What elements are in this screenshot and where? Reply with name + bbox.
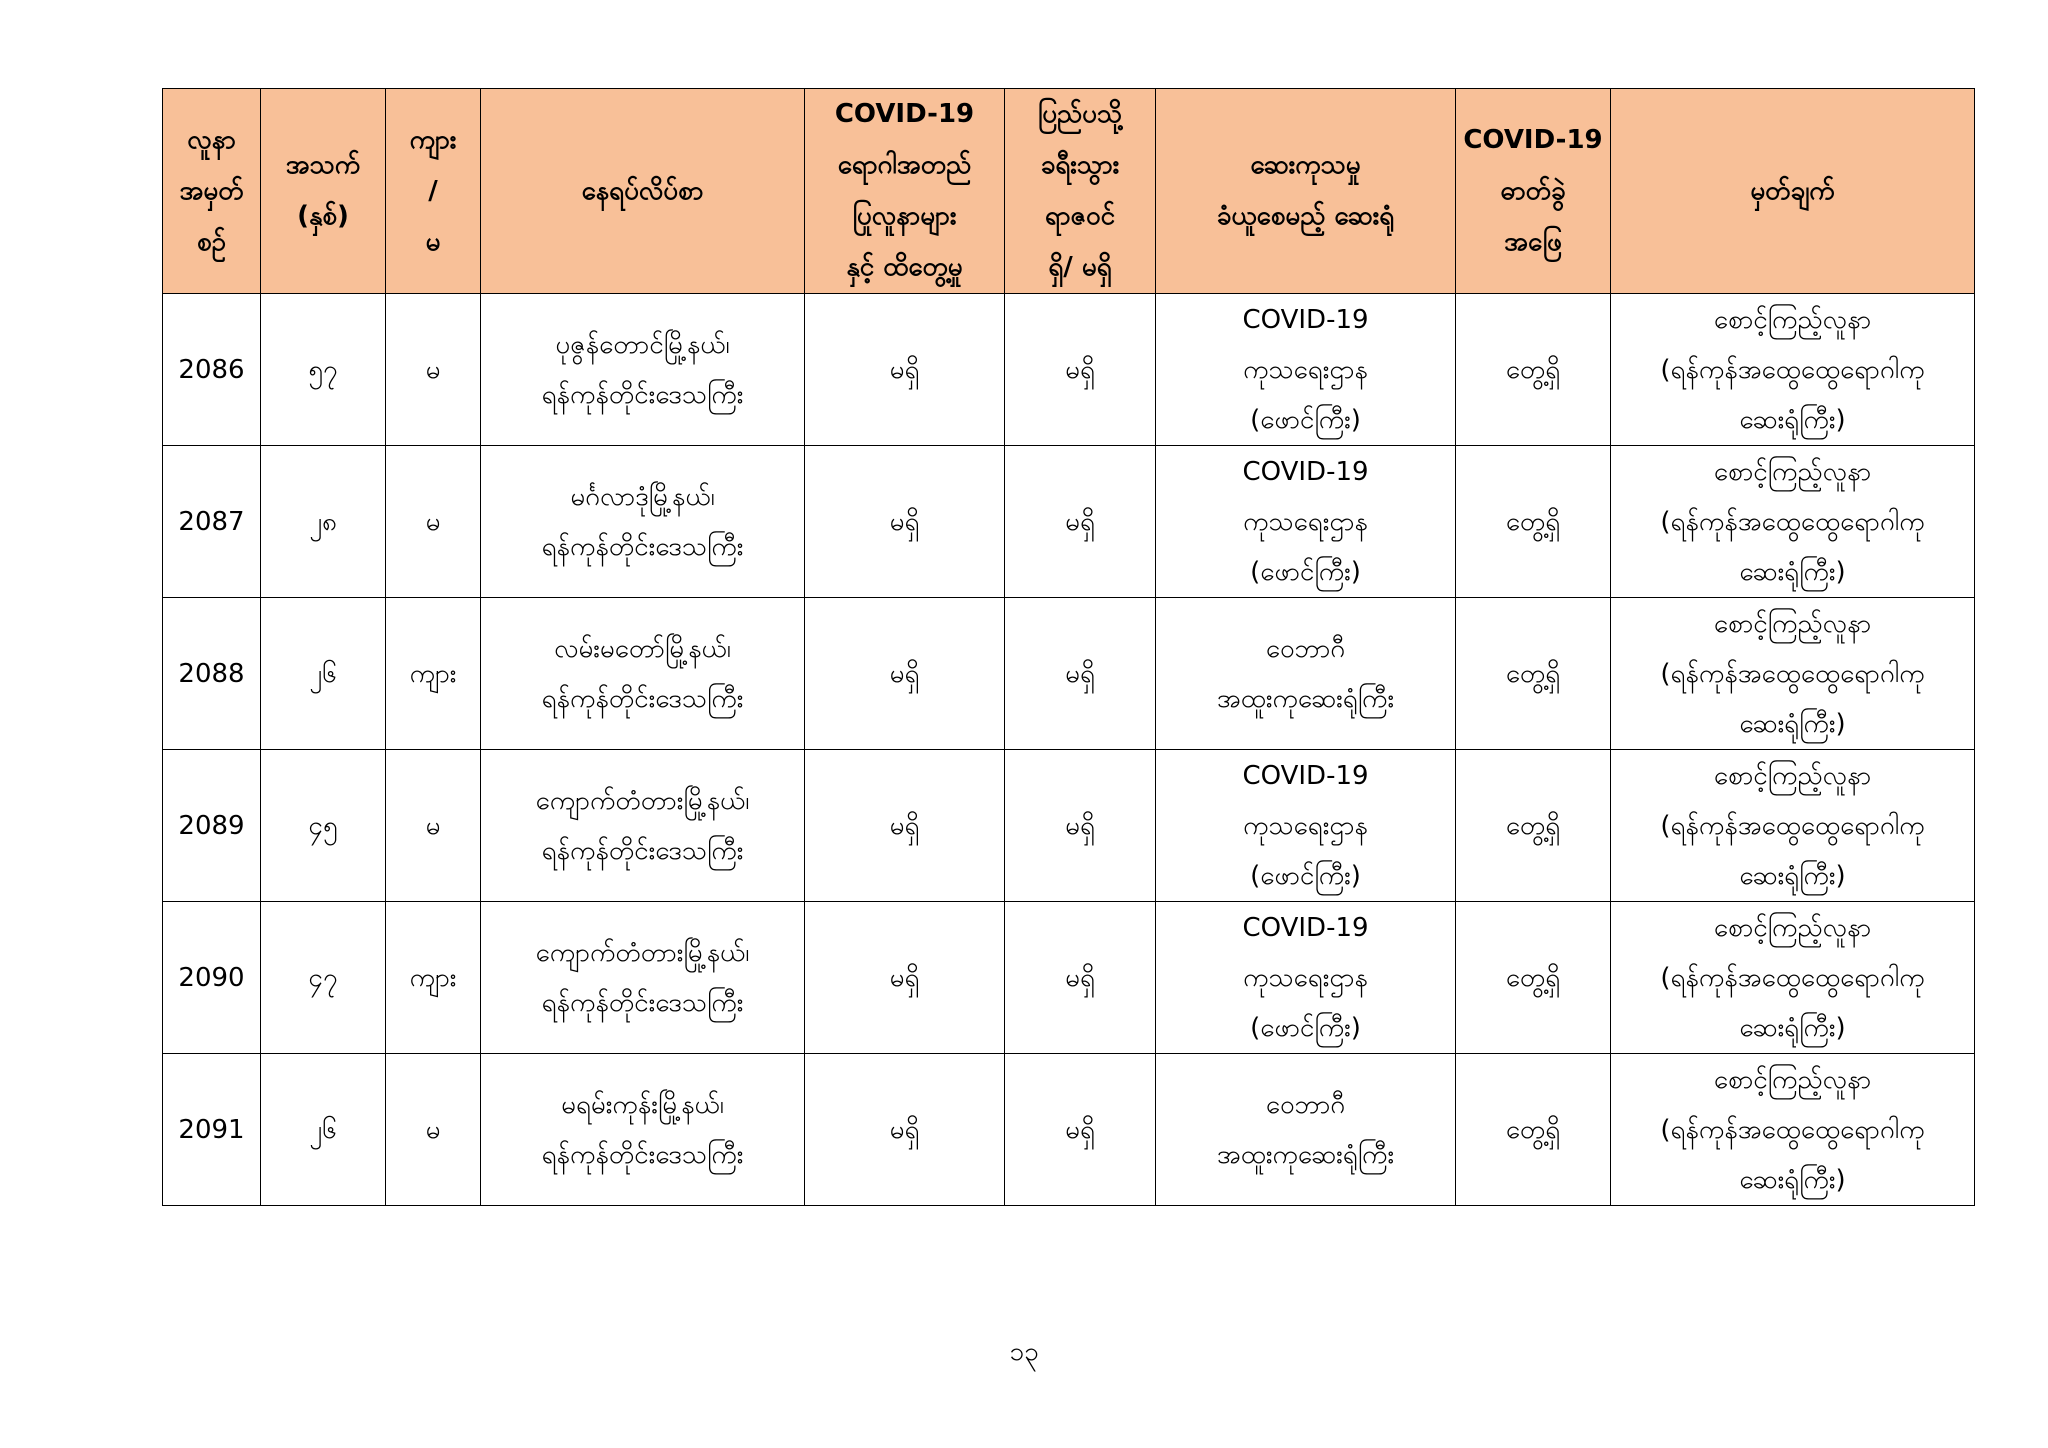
cell-travel: မရှိ	[1005, 902, 1156, 1054]
cell-sex: ကျား	[386, 598, 481, 750]
cell-age: ၅၇	[261, 294, 386, 446]
cell-hospital: COVID-19 ကုသရေးဌာန (ဖောင်ကြီး)	[1156, 750, 1456, 902]
header-age: အသက် (နှစ်)	[261, 89, 386, 294]
cell-lab-result: တွေ့ရှိ	[1456, 750, 1611, 902]
cell-address: ကျောက်တံတားမြို့နယ်၊ ရန်ကုန်တိုင်းဒေသကြီး	[481, 750, 805, 902]
cell-remarks: စောင့်ကြည့်လူနာ (ရန်ကုန်အထွေထွေရောဂါကု ဆေးရုံကြီး)	[1611, 1054, 1975, 1206]
cell-travel: မရှိ	[1005, 294, 1156, 446]
cell-hospital: ဝေဘာဂီ အထူးကုဆေးရုံကြီး	[1156, 598, 1456, 750]
cell-address: မရမ်းကုန်းမြို့နယ်၊ ရန်ကုန်တိုင်းဒေသကြီး	[481, 1054, 805, 1206]
cell-contact: မရှိ	[805, 1054, 1005, 1206]
cell-hospital: ဝေဘာဂီ အထူးကုဆေးရုံကြီး	[1156, 1054, 1456, 1206]
cell-travel: မရှိ	[1005, 446, 1156, 598]
cell-address: လမ်းမတော်မြို့နယ်၊ ရန်ကုန်တိုင်းဒေသကြီး	[481, 598, 805, 750]
cell-remarks: စောင့်ကြည့်လူနာ (ရန်ကုန်အထွေထွေရောဂါကု ဆေးရုံကြီး)	[1611, 750, 1975, 902]
cell-contact: မရှိ	[805, 750, 1005, 902]
cell-contact: မရှိ	[805, 294, 1005, 446]
cell-case-number: 2091	[163, 1054, 261, 1206]
cell-remarks: စောင့်ကြည့်လူနာ (ရန်ကုန်အထွေထွေရောဂါကု ဆေးရုံကြီး)	[1611, 902, 1975, 1054]
cell-age: ၂၆	[261, 1054, 386, 1206]
cell-case-number: 2090	[163, 902, 261, 1054]
header-row	[163, 89, 1975, 294]
header-treating-hospital: ဆေးကုသမှု ခံယူစေမည့် ဆေးရုံ	[1156, 89, 1456, 294]
cell-lab-result: တွေ့ရှိ	[1456, 294, 1611, 446]
table-row	[163, 902, 1975, 1054]
cell-address: ကျောက်တံတားမြို့နယ်၊ ရန်ကုန်တိုင်းဒေသကြီး	[481, 902, 805, 1054]
page-number: ၁၃	[1009, 1337, 1039, 1367]
cell-travel: မရှိ	[1005, 598, 1156, 750]
header-travel-history: ပြည်ပသို့ ခရီးသွား ရာဇဝင် ရှိ/ မရှိ	[1005, 89, 1156, 294]
cell-hospital: COVID-19 ကုသရေးဌာန (ဖောင်ကြီး)	[1156, 446, 1456, 598]
cell-case-number: 2087	[163, 446, 261, 598]
header-case-number: လူနာ အမှတ် စဉ်	[163, 89, 261, 294]
cell-remarks: စောင့်ကြည့်လူနာ (ရန်ကုန်အထွေထွေရောဂါကု ဆေးရုံကြီး)	[1611, 446, 1975, 598]
cell-case-number: 2086	[163, 294, 261, 446]
header-lab-result: COVID-19 ဓာတ်ခွဲ အဖြေ	[1456, 89, 1611, 294]
table-header	[163, 89, 1975, 294]
table-row	[163, 446, 1975, 598]
cell-sex: ကျား	[386, 902, 481, 1054]
cell-remarks: စောင့်ကြည့်လူနာ (ရန်ကုန်အထွေထွေရောဂါကု ဆေးရုံကြီး)	[1611, 294, 1975, 446]
cell-age: ၄၇	[261, 902, 386, 1054]
cell-case-number: 2088	[163, 598, 261, 750]
table-row	[163, 1054, 1975, 1206]
cell-case-number: 2089	[163, 750, 261, 902]
cell-contact: မရှိ	[805, 598, 1005, 750]
cell-age: ၂၆	[261, 598, 386, 750]
header-address: နေရပ်လိပ်စာ	[481, 89, 805, 294]
cell-sex: မ	[386, 1054, 481, 1206]
cell-lab-result: တွေ့ရှိ	[1456, 446, 1611, 598]
cell-lab-result: တွေ့ရှိ	[1456, 1054, 1611, 1206]
table-row	[163, 598, 1975, 750]
cell-lab-result: တွေ့ရှိ	[1456, 598, 1611, 750]
table-body	[163, 294, 1975, 1206]
covid-case-table	[162, 88, 1975, 1206]
cell-remarks: စောင့်ကြည့်လူနာ (ရန်ကုန်အထွေထွေရောဂါကု ဆေးရုံကြီး)	[1611, 598, 1975, 750]
cell-hospital: COVID-19 ကုသရေးဌာန (ဖောင်ကြီး)	[1156, 294, 1456, 446]
cell-contact: မရှိ	[805, 902, 1005, 1054]
cell-sex: မ	[386, 446, 481, 598]
table-row	[163, 750, 1975, 902]
header-sex: ကျား / မ	[386, 89, 481, 294]
table-row	[163, 294, 1975, 446]
cell-address: ပုဇွန်တောင်မြို့နယ်၊ ရန်ကုန်တိုင်းဒေသကြီး	[481, 294, 805, 446]
cell-sex: မ	[386, 750, 481, 902]
cell-age: ၂၈	[261, 446, 386, 598]
cell-travel: မရှိ	[1005, 1054, 1156, 1206]
cell-contact: မရှိ	[805, 446, 1005, 598]
cell-sex: မ	[386, 294, 481, 446]
header-remarks: မှတ်ချက်	[1611, 89, 1975, 294]
cell-address: မင်္ဂလာဒုံမြို့နယ်၊ ရန်ကုန်တိုင်းဒေသကြီး	[481, 446, 805, 598]
cell-hospital: COVID-19 ကုသရေးဌာန (ဖောင်ကြီး)	[1156, 902, 1456, 1054]
cell-lab-result: တွေ့ရှိ	[1456, 902, 1611, 1054]
cell-travel: မရှိ	[1005, 750, 1156, 902]
header-contact-with-confirmed: COVID-19 ရောဂါအတည် ပြုလူနာများ နှင့် ထိတွေ့မှု	[805, 89, 1005, 294]
cell-age: ၄၅	[261, 750, 386, 902]
